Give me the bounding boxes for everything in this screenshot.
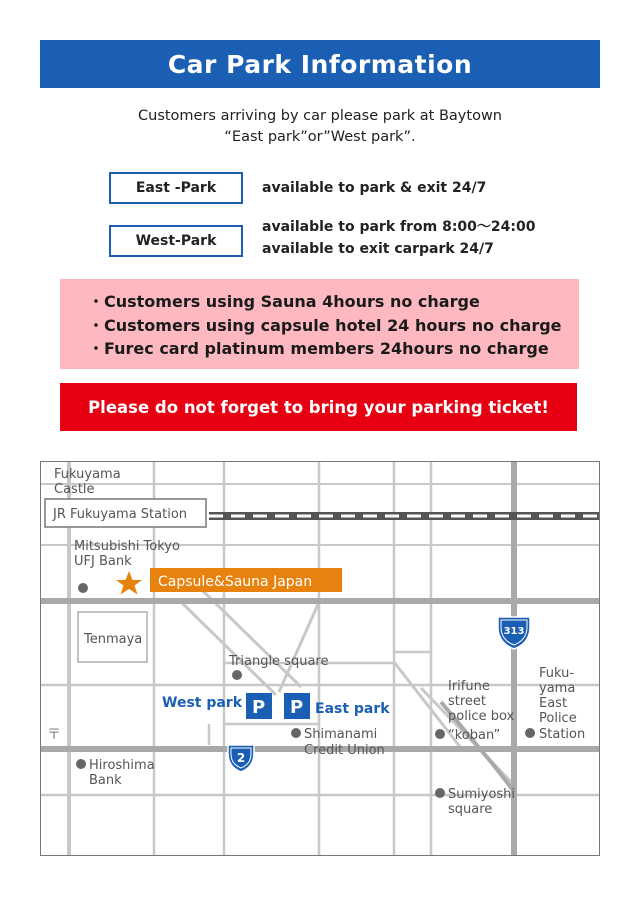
irifune-label-3: police box — [448, 709, 515, 724]
fukuyama-castle-label-2: Castle — [54, 482, 95, 497]
mitsubishi-bank-marker — [78, 583, 88, 593]
triangle-square-marker — [232, 670, 242, 680]
benefits-box — [60, 279, 579, 369]
police-station-label-4: Police — [539, 711, 577, 726]
intro-line-1: Customers arriving by car please park at Baytown — [138, 108, 502, 124]
west-park-map-label: West park — [162, 695, 243, 711]
west-park-label-box: West-Park — [109, 225, 243, 257]
parking-ticket-reminder: Please do not forget to bring your parking ticket! — [60, 383, 577, 431]
hiroshima-bank-marker — [76, 759, 86, 769]
post-office-icon: 〒 — [47, 727, 61, 743]
intro-line-2: “East park”or”West park”. — [224, 129, 416, 145]
east-parking-icon: P — [290, 697, 304, 718]
west-park-description — [262, 216, 535, 260]
irifune-label-2: street — [448, 694, 487, 709]
page-title: Car Park Information — [40, 40, 600, 88]
police-station-marker — [525, 728, 535, 738]
route-313-label: 313 — [503, 626, 525, 637]
intro-text — [40, 106, 600, 148]
police-station-label-5: Station — [539, 727, 586, 742]
police-station-label-1: Fuku- — [539, 666, 575, 681]
triangle-square-label: Triangle square — [229, 654, 329, 669]
east-park-desc-line-1: available to park & exit 24/7 — [262, 180, 487, 196]
area-map — [40, 461, 600, 856]
capsule-sauna-label: Capsule&Sauna Japan — [158, 574, 313, 590]
station-label: JR Fukuyama Station — [53, 507, 188, 522]
benefit-item: ・Customers using capsule hotel 24 hours no charge — [88, 315, 562, 335]
west-park-desc-line-2: available to exit carpark 24/7 — [262, 241, 494, 257]
hiroshima-bank-label-1: Hiroshima — [89, 758, 155, 773]
police-station-label-3: East — [539, 696, 568, 711]
star-icon — [116, 571, 142, 595]
mitsubishi-bank-label-2: UFJ Bank — [74, 554, 132, 569]
west-park-desc-line-1: available to park from 8:00〜24:00 — [262, 219, 536, 235]
police-station-label-2: yama — [539, 681, 576, 696]
fukuyama-castle-label-1: Fukuyama — [54, 467, 121, 482]
shimanami-label-1: Shimanami — [304, 727, 378, 742]
sumiyoshi-label-2: square — [448, 802, 493, 817]
tenmaya-label: Tenmaya — [84, 632, 143, 647]
east-park-map-label: East park — [315, 701, 390, 717]
irifune-label-4: “koban” — [448, 728, 501, 743]
route-2-label: 2 — [236, 751, 246, 765]
east-park-description — [262, 177, 486, 199]
east-park-label-box: East -Park — [109, 172, 243, 204]
sumiyoshi-marker — [435, 788, 445, 798]
irifune-label-1: Irifune — [448, 679, 490, 694]
mitsubishi-bank-label-1: Mitsubishi Tokyo — [74, 539, 180, 554]
benefit-item: ・Furec card platinum members 24hours no charge — [88, 339, 549, 358]
irifune-marker — [435, 729, 445, 739]
hiroshima-bank-label-2: Bank — [89, 773, 122, 788]
shimanami-marker — [291, 728, 301, 738]
benefit-item: ・Customers using Sauna 4hours no charge — [88, 292, 480, 311]
west-parking-icon: P — [252, 697, 266, 718]
shimanami-label-2: Credit Union — [304, 743, 385, 758]
sumiyoshi-label-1: Sumiyoshi — [448, 787, 516, 802]
